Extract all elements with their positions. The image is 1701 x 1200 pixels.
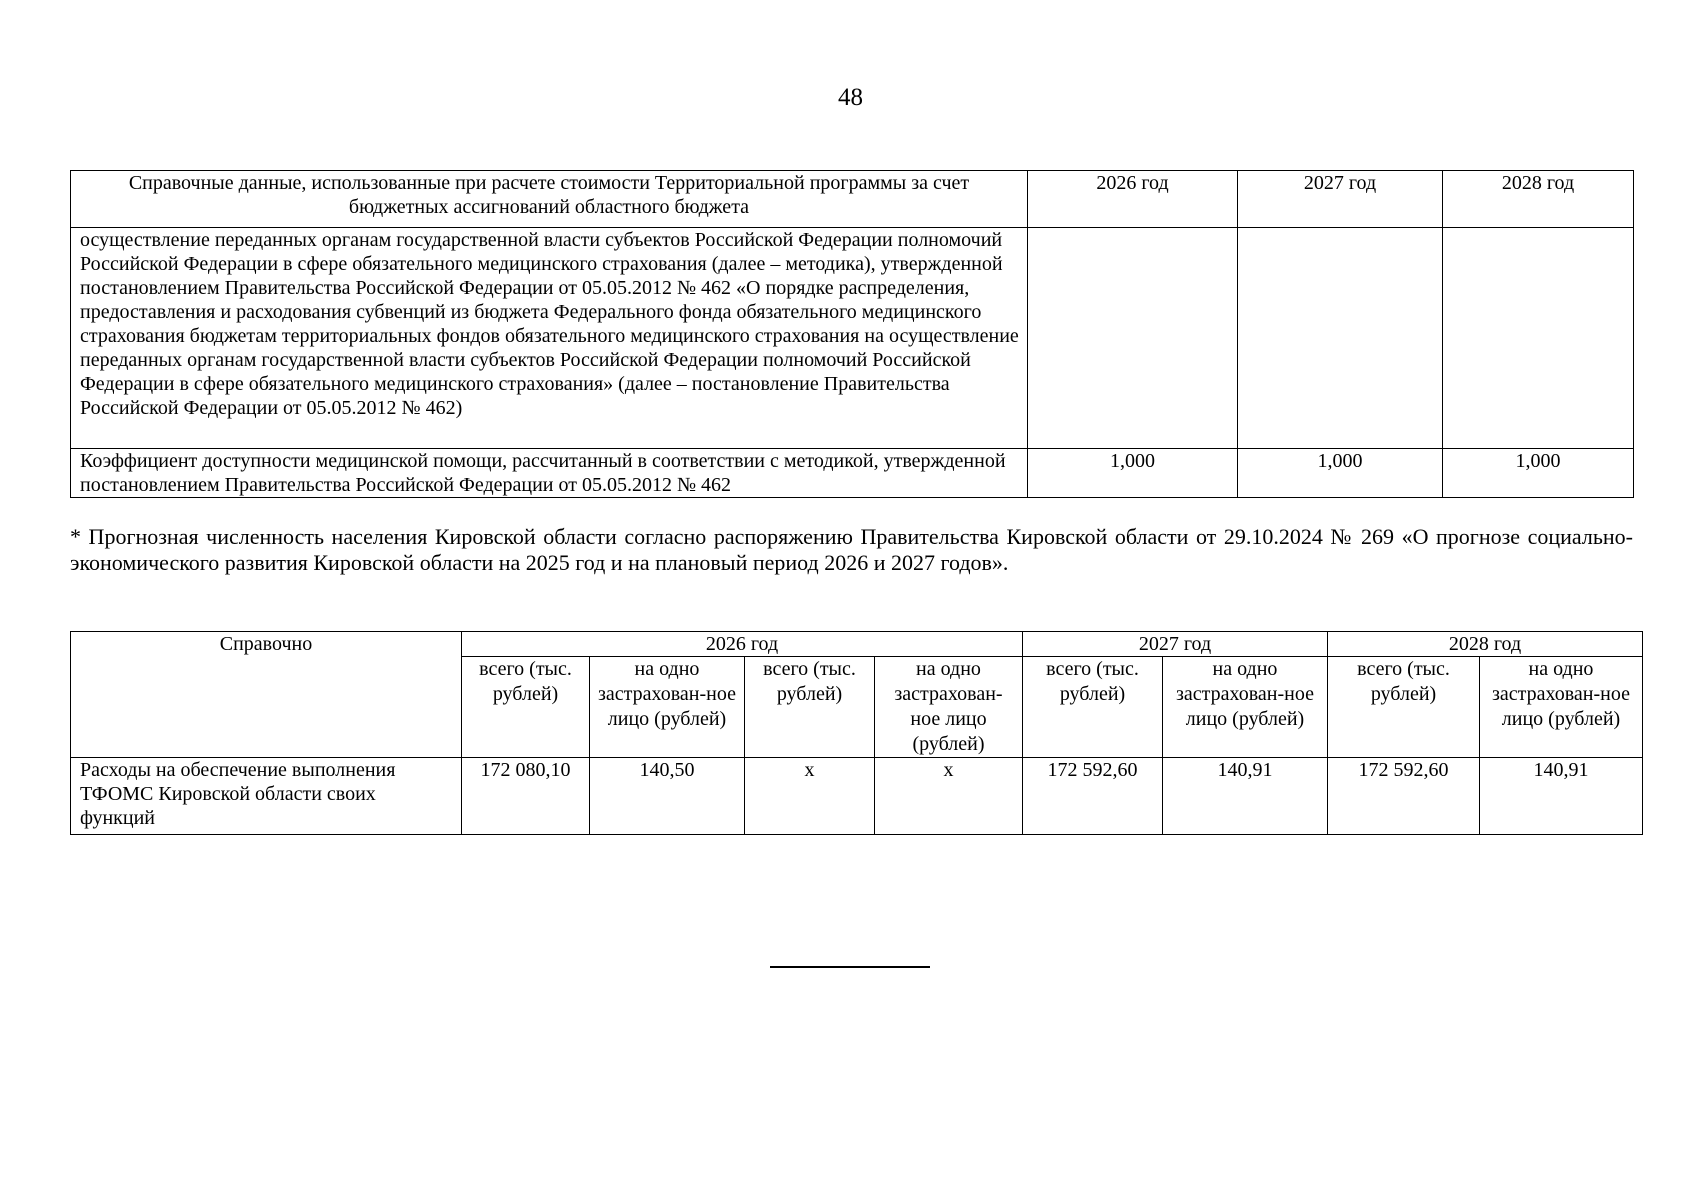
table-row	[71, 758, 1643, 835]
year-2027-header: 2027 год	[1023, 632, 1328, 657]
subheader-total: всего (тыс. рублей)	[1023, 657, 1163, 758]
expense-value: 172 592,60	[1023, 758, 1163, 835]
expense-value: х	[745, 758, 875, 835]
page-number: 48	[838, 84, 863, 111]
row-value	[1238, 228, 1443, 449]
year-2028-header: 2028 год	[1328, 632, 1643, 657]
subheader-per-insured: на одно застрахован-ное лицо (рублей)	[1163, 657, 1328, 758]
year-header-row	[71, 632, 1643, 657]
reference-data-table	[70, 170, 1634, 498]
row-value: 1,000	[1238, 449, 1443, 498]
footnote: * Прогнозная численность населения Кировской области согласно распоряжению Правительства Кировской области от 29.10.2024 № 269 «О прогнозе социально-экономического развития Кировской области на 2025 год и на плановый период 2026 и 2027 годов».	[70, 524, 1633, 575]
row-value	[1443, 228, 1634, 449]
end-of-document-line	[770, 966, 930, 968]
table-row	[71, 449, 1634, 498]
header-year-2026: 2026 год	[1028, 171, 1238, 228]
table-row	[71, 228, 1634, 449]
header-year-2027: 2027 год	[1238, 171, 1443, 228]
row-value: 1,000	[1028, 449, 1238, 498]
expense-row-label: Расходы на обеспечение выполнения ТФОМС Кировской области своих функций	[71, 758, 462, 835]
expense-value: 140,91	[1163, 758, 1328, 835]
row-description: Коэффициент доступности медицинской помощи, рассчитанный в соответствии с методикой, утвержденной постановлением Правительства Российской Федерации от 05.05.2012 № 462	[71, 449, 1028, 498]
row-value	[1028, 228, 1238, 449]
expense-value: 140,91	[1480, 758, 1643, 835]
expenses-table	[70, 631, 1643, 835]
expense-value: 140,50	[590, 758, 745, 835]
reference-label: Справочно	[71, 632, 462, 758]
row-description: осуществление переданных органам государственной власти субъектов Российской Федерации полномочий Российской Федерации в сфере обязательного медицинского страхования (далее – методика), утвержденной постановлением Правительства Российской Федерации от 05.05.2012 № 462 «О порядке распределения, предоставления и расходования субвенций из бюджета Федерального фонда обязательного медицинского страхования бюджетам территориальных фондов обязательного медицинского страхования на осуществление переданных органам государственной власти субъектов Российской Федерации полномочий Российской Федерации в сфере обязательного медицинского страхования» (далее – постановление Правительства Российской Федерации от 05.05.2012 № 462)	[71, 228, 1028, 449]
header-year-2028: 2028 год	[1443, 171, 1634, 228]
row-value: 1,000	[1443, 449, 1634, 498]
subheader-total: всего (тыс. рублей)	[1328, 657, 1480, 758]
expense-value: х	[875, 758, 1023, 835]
expense-value: 172 080,10	[462, 758, 590, 835]
subheader-total: всего (тыс. рублей)	[462, 657, 590, 758]
subheader-per-insured: на одно застрахован-ное лицо (рублей)	[1480, 657, 1643, 758]
subheader-total: всего (тыс. рублей)	[745, 657, 875, 758]
table-header-row	[71, 171, 1634, 228]
year-2026-header: 2026 год	[462, 632, 1023, 657]
header-description: Справочные данные, использованные при расчете стоимости Территориальной программы за счет бюджетных ассигнований областного бюджета	[71, 171, 1028, 228]
subheader-per-insured: на одно застрахован-ное лицо (рублей)	[590, 657, 745, 758]
subheader-per-insured: на одно застрахован-ное лицо (рублей)	[875, 657, 1023, 758]
expense-value: 172 592,60	[1328, 758, 1480, 835]
